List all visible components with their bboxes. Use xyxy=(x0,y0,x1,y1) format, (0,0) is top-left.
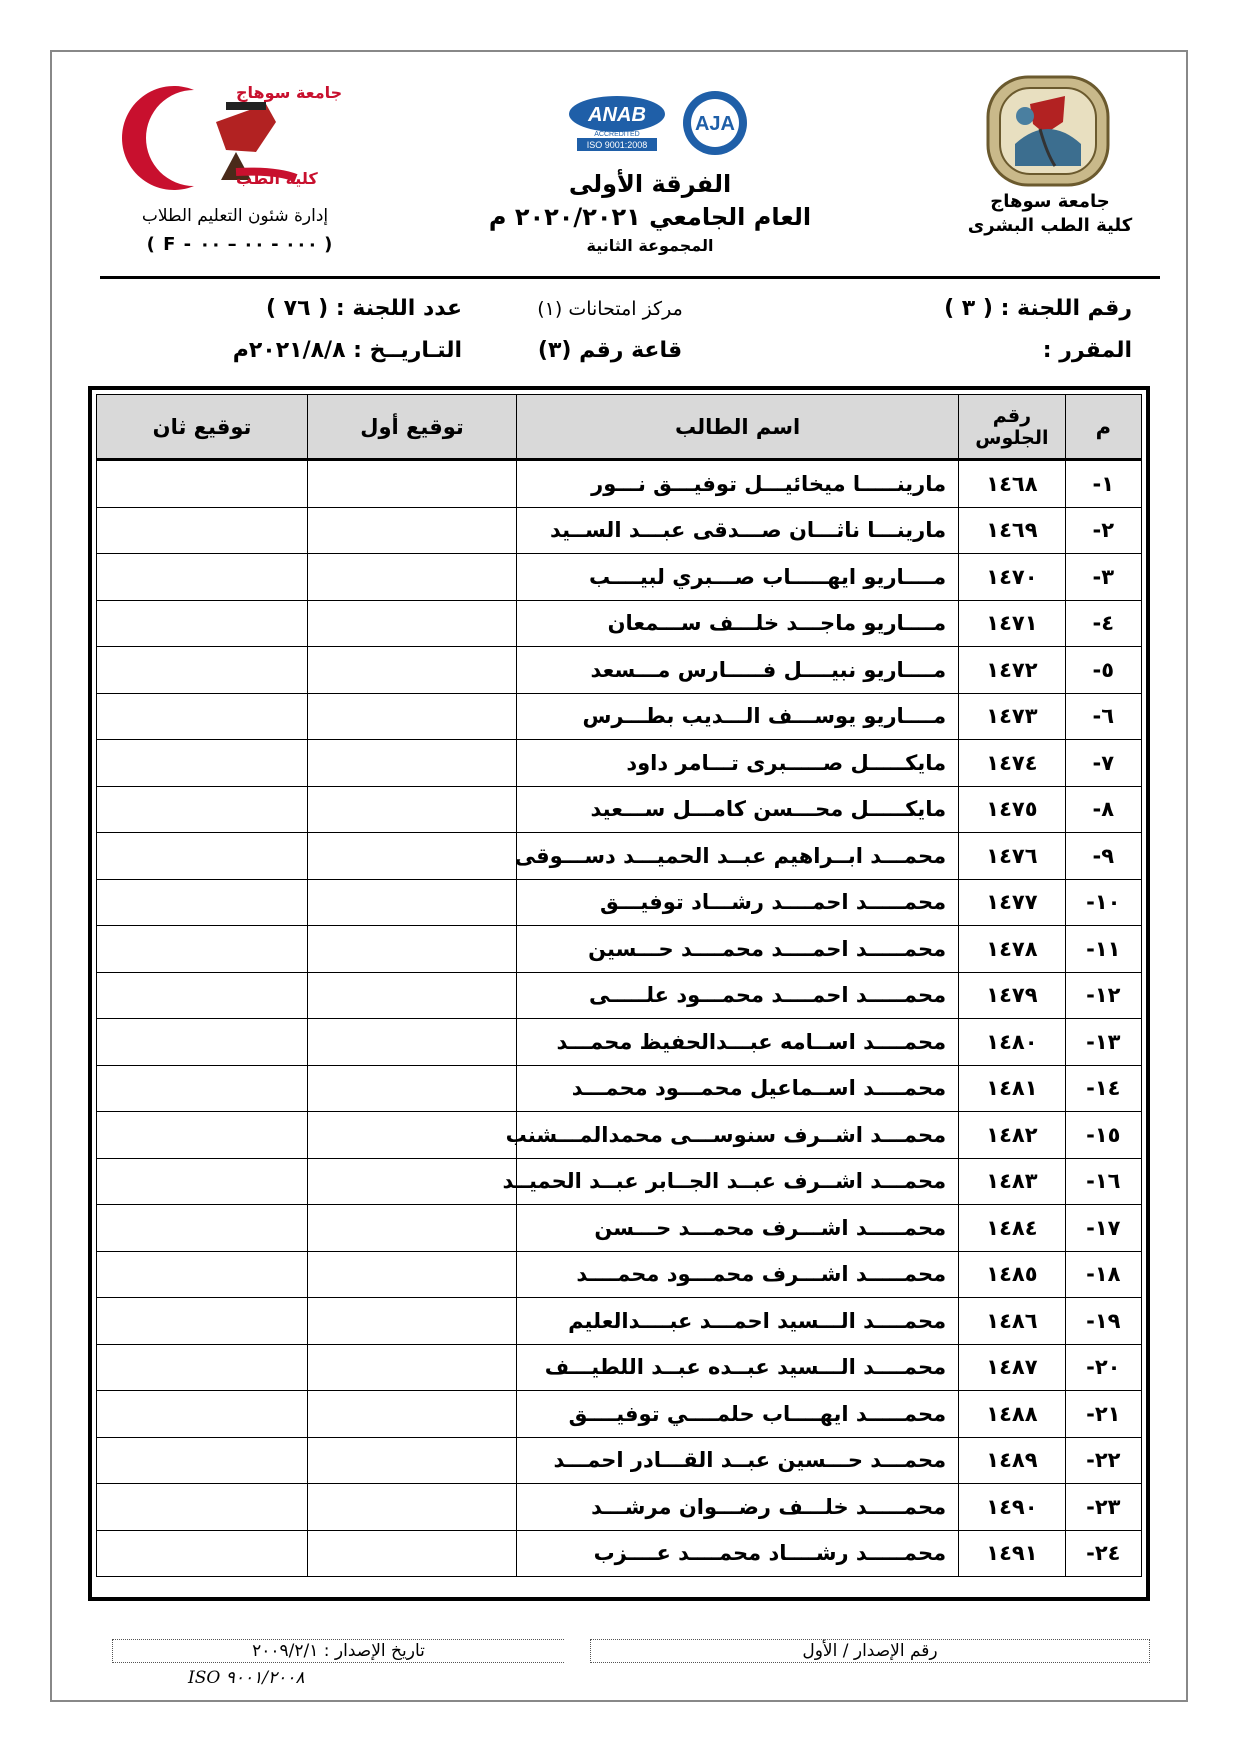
row-index: ١٠- xyxy=(1065,879,1141,926)
student-name: محمـــــد احمــــد محمــــد حـــسين xyxy=(517,926,959,973)
second-signature-cell xyxy=(97,1112,308,1159)
student-name: محمــــد الـــسيد عبــده عبــد اللطيـــف xyxy=(517,1344,959,1391)
second-signature-cell xyxy=(97,926,308,973)
university-block xyxy=(960,190,1140,238)
second-signature-cell xyxy=(97,1344,308,1391)
row-index: ١٥- xyxy=(1065,1112,1141,1159)
student-name: محمـــد ابــراهيم عبــد الحميـــد دســـوقى xyxy=(517,833,959,880)
second-signature-cell xyxy=(97,507,308,554)
seat-number: ١٤٧٤ xyxy=(959,740,1066,787)
row-index: ١٨- xyxy=(1065,1251,1141,1298)
table-row xyxy=(97,926,1142,973)
second-signature-cell xyxy=(97,460,308,508)
seat-number: ١٤٨٤ xyxy=(959,1205,1066,1252)
students-table xyxy=(96,394,1142,1577)
student-name: مايكـــــل محـــسن كامـــل ســـعيد xyxy=(517,786,959,833)
student-name: محمـــد حـــسين عبــد القـــادر احمـــد xyxy=(517,1437,959,1484)
year-group-title: الفرقة الأولى xyxy=(568,170,732,198)
second-signature-cell xyxy=(97,1019,308,1066)
table-row xyxy=(97,1019,1142,1066)
second-signature-cell xyxy=(97,1298,308,1345)
row-index: ٩- xyxy=(1065,833,1141,880)
form-code: ( F - ٠٠٠ - ٠٠ – ٠٠ ) xyxy=(146,234,334,255)
student-name: محمــــد اســماعيل محمـــود محمـــد xyxy=(517,1065,959,1112)
student-name: مــــاريو ماجـــد خلـــف ســـمعان xyxy=(517,600,959,647)
first-signature-cell xyxy=(308,460,517,508)
student-name: مايكـــــل صـــــبرى تـــامر داود xyxy=(517,740,959,787)
student-name: مــــاريو نبيــــل فـــــارس مـــسعد xyxy=(517,647,959,694)
student-name: محمـــــد خلـــف رضـــوان مرشـــد xyxy=(517,1484,959,1531)
second-signature-cell xyxy=(97,1251,308,1298)
seat-number: ١٤٩٠ xyxy=(959,1484,1066,1531)
table-row xyxy=(97,1251,1142,1298)
table-row xyxy=(97,972,1142,1019)
first-signature-cell xyxy=(308,647,517,694)
row-index: ٧- xyxy=(1065,740,1141,787)
course-label: المقرر : xyxy=(1042,338,1132,363)
faculty-logo xyxy=(116,82,343,190)
row-index: ١٤- xyxy=(1065,1065,1141,1112)
table-row xyxy=(97,1530,1142,1577)
row-index: ١٣- xyxy=(1065,1019,1141,1066)
table-row xyxy=(97,554,1142,601)
row-index: ١٩- xyxy=(1065,1298,1141,1345)
first-signature-cell xyxy=(308,1437,517,1484)
second-signature-cell xyxy=(97,1391,308,1438)
student-name: محمـــــد اشـــرف محمـــود محمــــد xyxy=(517,1251,959,1298)
first-signature-cell xyxy=(308,507,517,554)
committee-count: عدد اللجنة : ( ٧٦ ) xyxy=(265,296,462,321)
seat-number: ١٤٦٨ xyxy=(959,460,1066,508)
anab-text: ANAB xyxy=(588,104,646,126)
student-name: محمـــــد ايهــــاب حلمــــي توفيــــق xyxy=(517,1391,959,1438)
exam-center: مركز امتحانات (١) xyxy=(537,298,683,320)
student-name: محمـــــد اشـــرف محمـــد حـــسن xyxy=(517,1205,959,1252)
row-index: ٢٤- xyxy=(1065,1530,1141,1577)
seat-number: ١٤٧٦ xyxy=(959,833,1066,880)
second-signature-cell xyxy=(97,1530,308,1577)
table-row xyxy=(97,1065,1142,1112)
seat-number: ١٤٧٨ xyxy=(959,926,1066,973)
second-signature-cell xyxy=(97,879,308,926)
header-separator xyxy=(100,276,1160,279)
row-index: ٢٠- xyxy=(1065,1344,1141,1391)
footer-version: رقم الإصدار / الأول xyxy=(590,1639,1150,1663)
row-index: ٥- xyxy=(1065,647,1141,694)
table-row xyxy=(97,786,1142,833)
group-subtitle: المجموعة الثانية xyxy=(586,236,714,255)
seat-number: ١٤٩١ xyxy=(959,1530,1066,1577)
seat-number: ١٤٦٩ xyxy=(959,507,1066,554)
row-index: ١٧- xyxy=(1065,1205,1141,1252)
table-row xyxy=(97,833,1142,880)
second-signature-cell xyxy=(97,554,308,601)
header-second-signature: توقيع ثان xyxy=(97,395,308,460)
table-row xyxy=(97,507,1142,554)
anab-iso-text: ISO 9001:2008 xyxy=(586,140,648,150)
hall-number: قاعة رقم (٣) xyxy=(537,338,683,363)
header-student-name: اسم الطالب xyxy=(517,395,959,460)
second-signature-cell xyxy=(97,647,308,694)
second-signature-cell xyxy=(97,1065,308,1112)
table-row xyxy=(97,1158,1142,1205)
second-signature-cell xyxy=(97,693,308,740)
logo-text-top: جامعة سوهاج xyxy=(236,83,343,102)
table-row xyxy=(97,1344,1142,1391)
first-signature-cell xyxy=(308,1251,517,1298)
academic-year-title: العام الجامعي ٢٠٢٠/٢٠٢١ م xyxy=(488,203,812,231)
seat-number: ١٤٨٠ xyxy=(959,1019,1066,1066)
row-index: ٢١- xyxy=(1065,1391,1141,1438)
first-signature-cell xyxy=(308,1065,517,1112)
university-seal-logo xyxy=(985,74,1111,188)
second-signature-cell xyxy=(97,1484,308,1531)
row-index: ١٦- xyxy=(1065,1158,1141,1205)
student-name: مــــاريو ايهـــــاب صـــبري لبيــــب xyxy=(517,554,959,601)
footer-iso: ISO ٩٠٠١/٢٠٠٨ xyxy=(188,1668,305,1688)
student-name: محمـــــد احمــــد محمـــود علـــــى xyxy=(517,972,959,1019)
students-table-frame xyxy=(88,386,1150,1601)
first-signature-cell xyxy=(308,786,517,833)
footer-issue-date: تاريخ الإصدار : ٢٠٠٩/٢/١ xyxy=(112,1639,564,1663)
row-index: ٢٢- xyxy=(1065,1437,1141,1484)
table-row xyxy=(97,879,1142,926)
header-seat-number: رقم الجلوس xyxy=(959,395,1066,460)
committee-number: رقم اللجنة : ( ٣ ) xyxy=(944,296,1132,321)
first-signature-cell xyxy=(308,740,517,787)
row-index: ١١- xyxy=(1065,926,1141,973)
row-index: ٦- xyxy=(1065,693,1141,740)
second-signature-cell xyxy=(97,740,308,787)
seat-number: ١٤٧٧ xyxy=(959,879,1066,926)
first-signature-cell xyxy=(308,833,517,880)
first-signature-cell xyxy=(308,1205,517,1252)
seat-number: ١٤٨٥ xyxy=(959,1251,1066,1298)
first-signature-cell xyxy=(308,1019,517,1066)
seat-number: ١٤٨١ xyxy=(959,1065,1066,1112)
first-signature-cell xyxy=(308,554,517,601)
table-row xyxy=(97,600,1142,647)
seat-number: ١٤٧٥ xyxy=(959,786,1066,833)
first-signature-cell xyxy=(308,693,517,740)
row-index: ٢- xyxy=(1065,507,1141,554)
faculty-name: كلية الطب البشرى xyxy=(967,215,1133,236)
student-name: محمـــــد رشــــاد محمــــد عــــزب xyxy=(517,1530,959,1577)
table-row xyxy=(97,1205,1142,1252)
first-signature-cell xyxy=(308,972,517,1019)
second-signature-cell xyxy=(97,972,308,1019)
row-index: ٤- xyxy=(1065,600,1141,647)
seat-number: ١٤٧٩ xyxy=(959,972,1066,1019)
table-row xyxy=(97,693,1142,740)
center-heading xyxy=(440,168,860,258)
header-first-signature: توقيع أول xyxy=(308,395,517,460)
first-signature-cell xyxy=(308,1391,517,1438)
second-signature-cell xyxy=(97,600,308,647)
first-signature-cell xyxy=(308,600,517,647)
seat-number: ١٤٨٣ xyxy=(959,1158,1066,1205)
row-index: ٨- xyxy=(1065,786,1141,833)
second-signature-cell xyxy=(97,1437,308,1484)
row-index: ٢٣- xyxy=(1065,1484,1141,1531)
first-signature-cell xyxy=(308,1344,517,1391)
seat-number: ١٤٨٦ xyxy=(959,1298,1066,1345)
table-row xyxy=(97,1298,1142,1345)
department-label: إدارة شئون التعليم الطلاب xyxy=(141,206,329,226)
first-signature-cell xyxy=(308,1158,517,1205)
first-signature-cell xyxy=(308,1112,517,1159)
table-header-row xyxy=(97,395,1142,460)
first-signature-cell xyxy=(308,1530,517,1577)
first-signature-cell xyxy=(308,1484,517,1531)
row-index: ٣- xyxy=(1065,554,1141,601)
student-name: مارينـــا ناثـــان صـــدقى عبـــد الســيد xyxy=(517,507,959,554)
first-signature-cell xyxy=(308,926,517,973)
seat-number: ١٤٨٩ xyxy=(959,1437,1066,1484)
table-row xyxy=(97,460,1142,508)
university-name: جامعة سوهاج xyxy=(990,191,1110,212)
student-name: مارينـــــا ميخائيـــل توفيـــق نـــور xyxy=(517,460,959,508)
seat-number: ١٤٧٠ xyxy=(959,554,1066,601)
second-signature-cell xyxy=(97,833,308,880)
first-signature-cell xyxy=(308,879,517,926)
student-name: محمــــد الـــسيد احمـــد عبــــدالعليم xyxy=(517,1298,959,1345)
seat-number: ١٤٧١ xyxy=(959,600,1066,647)
seat-number: ١٤٧٣ xyxy=(959,693,1066,740)
row-index: ١- xyxy=(1065,460,1141,508)
aja-text: AJA xyxy=(694,113,736,135)
second-signature-cell xyxy=(97,1205,308,1252)
logo-text-bottom: كلية الطب xyxy=(236,169,318,188)
anab-sub-text: ACCREDITED xyxy=(594,131,640,138)
table-row xyxy=(97,1484,1142,1531)
student-name: محمـــد اشــرف عبــد الجــابر عبــد الحميــد xyxy=(517,1158,959,1205)
student-name: مــــاريو يوســـف الـــديب بطـــرس xyxy=(517,693,959,740)
second-signature-cell xyxy=(97,1158,308,1205)
second-signature-cell xyxy=(97,786,308,833)
table-row xyxy=(97,647,1142,694)
header-index: م xyxy=(1065,395,1141,460)
seat-number: ١٤٨٧ xyxy=(959,1344,1066,1391)
table-row xyxy=(97,740,1142,787)
table-row xyxy=(97,1437,1142,1484)
seat-number: ١٤٨٨ xyxy=(959,1391,1066,1438)
student-name: محمـــد اشــرف سنوســـى محمدالمـــشنب xyxy=(517,1112,959,1159)
student-name: محمـــــد احمــــد رشـــاد توفيـــق xyxy=(517,879,959,926)
student-name: محمــــد اســامه عبـــدالحفيظ محمـــد xyxy=(517,1019,959,1066)
row-index: ١٢- xyxy=(1065,972,1141,1019)
first-signature-cell xyxy=(308,1298,517,1345)
seat-number: ١٤٧٢ xyxy=(959,647,1066,694)
table-row xyxy=(97,1112,1142,1159)
exam-date: التـاريــخ : ٢٠٢١/٨/٨م xyxy=(232,338,462,363)
accreditation-logos xyxy=(565,88,755,158)
seat-number: ١٤٨٢ xyxy=(959,1112,1066,1159)
table-row xyxy=(97,1391,1142,1438)
